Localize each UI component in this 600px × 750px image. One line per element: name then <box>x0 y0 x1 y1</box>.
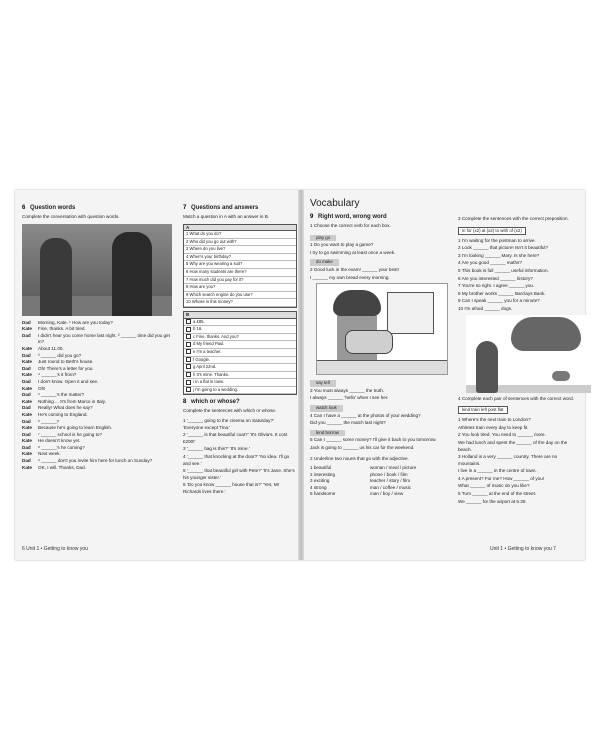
box-b-label: B <box>184 312 296 319</box>
answers-box <box>183 311 297 395</box>
dialogue-row <box>22 333 177 346</box>
question-item: 4 When's your birthday? <box>184 254 296 262</box>
cartoon-woman-with-cake <box>316 283 448 375</box>
list-item: 1 Do you want to play a game? <box>310 242 374 248</box>
adjective: 3 exciting <box>310 478 330 484</box>
answer-checkbox[interactable] <box>186 357 191 362</box>
answer-checkbox[interactable] <box>186 380 191 385</box>
sentence-item: What ______ of music do you like? <box>458 483 530 489</box>
word-pair: say tell <box>310 380 336 387</box>
sentence-item: We had lunch and spent the ______ of the day on the beach. <box>458 439 568 452</box>
dialogue-row <box>22 379 177 386</box>
exercise-number: 9 <box>310 214 314 220</box>
dialogue-row <box>22 458 177 465</box>
answer-item <box>184 334 296 342</box>
sentence-item: I live in a ______ in the centre of town. <box>458 468 537 474</box>
sentence-item: 5 This book is full ______ useful information. <box>458 267 549 273</box>
speaker-name: Dad <box>22 392 31 398</box>
exercise-8-title <box>183 398 295 406</box>
answer-text: f Google. <box>193 356 210 362</box>
dialogue-line: ⁷ ______ school is he going to? <box>38 431 102 437</box>
sentence-item: 1 '______ going to the cinema on Saturday?' 'Everyone except Tina.' <box>183 418 274 430</box>
dialogue-line: He doesn't know yet. <box>38 438 81 444</box>
sentence-item: 10 I'm afraid ______ dogs. <box>458 305 513 311</box>
speaker-name: Kate <box>22 372 32 378</box>
dialogue-row <box>22 425 177 432</box>
question-item: 1 What do you do? <box>184 231 296 239</box>
speaker-name: Kate <box>22 398 32 404</box>
question-item: 6 How many students are there? <box>184 269 296 277</box>
answer-item <box>184 379 296 387</box>
sentence-item: 1 I'm waiting for the postman to arrive. <box>458 237 536 243</box>
speaker-name: Kate <box>22 345 32 351</box>
exercise-4-instruction: 4 Complete each pair of sentences with the correct word. <box>458 395 574 401</box>
question-item: 5 Why are you wearing a suit? <box>184 261 296 269</box>
speaker-name: Dad <box>22 444 31 450</box>
answer-item <box>184 349 296 357</box>
sentence-item: 1 Where's the next train to London? <box>458 417 531 423</box>
speaker-name: Dad <box>22 431 31 437</box>
speaker-name: Kate <box>22 464 32 470</box>
right-page-footer: Unit 1 • Getting to know you 7 <box>490 546 556 552</box>
sentence-item: 6 Are you interested ______ history? <box>458 275 533 281</box>
list-item: 3 You must always ______ the truth. <box>310 387 385 393</box>
dialogue-line: Really! What does he say? <box>38 405 93 411</box>
dialogue-line: ⁸ ______'s he coming? <box>38 444 85 450</box>
list-item: Jack is going to ______ us his car for the weekend. <box>310 444 415 450</box>
dialogue-line: I didn't hear you come home last night. ² ______ time did you get in? <box>38 332 170 345</box>
answer-item <box>184 387 296 395</box>
list-item: 4 Can I have a ______ at the photos of your wedding? <box>310 412 421 418</box>
dialogue-row <box>22 320 177 327</box>
dialogue-line: Because he's going to learn English. <box>38 425 113 431</box>
exercise-8-items <box>183 418 295 496</box>
exercise-6 <box>22 204 177 471</box>
answer-list <box>184 319 296 395</box>
speaker-name: Dad <box>22 418 31 424</box>
sentence-item: 4 '______ that knocking at the door?' 'No idea. I'll go and see.' <box>183 454 290 466</box>
adjective: 2 interesting <box>310 471 336 477</box>
answer-item <box>184 364 296 372</box>
speaker-name: Kate <box>22 385 32 391</box>
questions-box <box>183 224 297 308</box>
dialogue-line: He's coming to England. <box>38 411 88 417</box>
dialogue-line: ⁶ ______? <box>38 418 60 424</box>
noun-options: man / boy / view <box>370 491 404 497</box>
exercise-6-instruction: Complete the conversation with question words. <box>22 214 120 219</box>
speaker-name: Dad <box>22 365 31 371</box>
exercise-number: 6 <box>22 205 26 211</box>
exercise-8-instruction: Complete the sentences with which or whose. <box>183 408 277 414</box>
dialogue-line: ⁴ ______'s it from? <box>38 372 77 378</box>
speaker-name: Dad <box>22 319 31 325</box>
word-pair: do make <box>310 259 339 266</box>
answer-text: g April 22nd. <box>193 364 217 370</box>
answer-text: a £85. <box>193 318 205 324</box>
question-item: 7 How much did you pay for it? <box>184 277 296 285</box>
exercise-title-text: Right word, wrong word <box>318 214 387 220</box>
answer-checkbox[interactable] <box>186 342 191 347</box>
question-item: 2 Who did you go out with? <box>184 239 296 247</box>
list-item: I try to go swimming at least once a week. <box>310 249 396 255</box>
adjective-row <box>310 478 450 485</box>
exercise-title-text: Question words <box>30 205 76 211</box>
dialogue-row <box>22 346 177 353</box>
answer-text: c Fine, thanks. And you? <box>193 333 239 339</box>
word-pair: watch look <box>310 405 343 412</box>
exercise-7-instruction: Match a question in A with an answer in B. <box>183 214 270 219</box>
exercise-3-instruction: 3 Complete the sentences with the correct preposition. <box>458 216 569 221</box>
noun-options: man / coffee / music <box>370 484 412 490</box>
answer-item <box>184 357 296 365</box>
sentence-item: 5 Turn ______ at the end of the street. <box>458 491 537 497</box>
list-item: I ______ my own bread every morning. <box>310 274 390 280</box>
photo-girl <box>40 238 72 316</box>
sentence-item: 5 '______ that beautiful girl with Pete?' 'It's Jane. She's his younger sister.' <box>183 468 295 480</box>
speaker-name: Dad <box>22 352 31 358</box>
dialogue-row <box>22 419 177 426</box>
dialogue-row <box>22 438 177 445</box>
left-page-footer: 6 Unit 1 • Getting to know you <box>22 546 88 552</box>
answer-text: j I'm going to a wedding. <box>193 386 239 392</box>
sentence-item: 2 You look tired. You need to ______ more. <box>458 432 546 438</box>
cartoon-cake <box>345 330 393 354</box>
sentence-item: 2 '______ is that beautiful coat?' 'It's Olivia's. It cost £200!' <box>183 432 288 444</box>
dialogue <box>22 320 177 472</box>
adjective-row <box>310 485 450 492</box>
dialogue-row <box>22 392 177 399</box>
dialogue-line: Oh! There's a letter for you. <box>38 365 94 371</box>
exercise-4-items <box>458 417 580 505</box>
speaker-name: Kate <box>22 425 32 431</box>
prepositions-section <box>458 216 580 506</box>
dialogue-row <box>22 326 177 333</box>
exercise-3-items <box>458 238 580 313</box>
list-item: Did you ______ the match last night? <box>310 420 386 426</box>
sentence-item: 7 You're so right. I agree ______ you. <box>458 283 535 289</box>
noun-options: teacher / story / film <box>370 478 411 484</box>
sentence-item: We ______ for the airport at 6.30. <box>458 498 527 504</box>
sentence-item: 8 My brother works ______ Barclays Bank. <box>458 290 546 296</box>
question-item: 8 How are you? <box>184 284 296 292</box>
exercise-9-title <box>310 213 450 221</box>
exercise-9-instruction: 1 Choose the correct verb for each box. <box>310 223 391 228</box>
adjective: 4 strong <box>310 484 327 490</box>
dialogue-line: Morning, Kate. ¹ How are you today? <box>38 319 113 325</box>
cartoon-table <box>317 360 447 375</box>
list-item: 5 Can I ______ some money? I'll give it back to you tomorrow. <box>310 437 437 443</box>
answer-checkbox[interactable] <box>186 327 191 332</box>
exercise-2-instruction: 2 Underline two nouns that go with the adjective. <box>310 455 409 461</box>
dialogue-line: OK, I will. Thanks, Dad. <box>38 464 86 470</box>
answer-text: e I'm a teacher. <box>193 348 222 354</box>
answer-item <box>184 319 296 327</box>
dialogue-line: About 11.00. <box>38 345 64 351</box>
dialogue-line: ⁵ ______'s the matter? <box>38 392 85 398</box>
sentence-item: 4 A present? For me? How ______ of you! <box>458 475 545 481</box>
cartoon-storm-scene <box>466 315 591 393</box>
vocabulary-heading: Vocabulary <box>310 198 360 209</box>
dialogue-line: Nothing ... It's from Marco in Italy. <box>38 398 106 404</box>
list-item: 2 Good luck in the exam! ______ your best! <box>310 266 399 272</box>
answer-checkbox[interactable] <box>186 364 191 369</box>
answer-item <box>184 372 296 380</box>
answer-text: i In a flat in town. <box>193 379 225 385</box>
dialogue-line: Just round to Beth's house. <box>38 359 94 365</box>
dialogue-row <box>22 445 177 452</box>
book-gutter <box>298 190 304 560</box>
dialogue-row <box>22 399 177 406</box>
dialogue-row <box>22 386 177 393</box>
sentence-item: 6 'Do you know ______ house that is?' 'Yes, Mr Richards lives there.' <box>183 482 280 494</box>
dialogue-line: I don't know. Open it and see. <box>38 378 99 384</box>
kitchen-photo <box>22 224 172 316</box>
sentence-item: 3 '______ bag is this?' 'It's mine.' <box>183 446 250 452</box>
answer-checkbox[interactable] <box>186 387 191 392</box>
speaker-name: Dad <box>22 378 31 384</box>
speaker-name: Kate <box>22 359 32 365</box>
answer-item <box>184 326 296 334</box>
exercise-7 <box>183 204 295 497</box>
exercise-7-title <box>183 204 295 212</box>
sentence-item: 2 Look ______ that picture! Isn't it beautiful? <box>458 245 549 251</box>
word-box: kind train left post flat <box>458 406 508 414</box>
dialogue-line: ⁹ ______ don't you invite him here for lunch on Sunday? <box>38 458 153 464</box>
cartoon-window <box>387 292 434 334</box>
speaker-name: Kate <box>22 438 32 444</box>
answer-checkbox[interactable] <box>186 319 191 324</box>
speaker-name: Kate <box>22 451 32 457</box>
exercise-number: 8 <box>183 399 187 406</box>
exercise-number: 7 <box>183 205 187 211</box>
speaker-name: Dad <box>22 458 31 464</box>
cartoon-dog <box>552 371 570 381</box>
answer-checkbox[interactable] <box>186 372 191 377</box>
box-a-label: A <box>184 225 296 232</box>
noun-options: phone / book / film <box>370 471 408 477</box>
cartoon-figure <box>476 341 498 393</box>
sentence-item: 3 Holland is a very ______ country. There are no mountains. <box>458 454 558 466</box>
dialogue-row <box>22 412 177 419</box>
photo-man <box>112 232 152 316</box>
preposition-box: in for (x2) at (x2) to with of (x2) <box>458 227 526 235</box>
adjective-noun-list <box>310 465 450 498</box>
dialogue-line: ³ ______ did you go? <box>38 352 82 358</box>
question-item: 9 Which search engine do you use? <box>184 292 296 300</box>
answer-text: b 16. <box>193 326 203 332</box>
dialogue-row <box>22 353 177 360</box>
word-pair: lend borrow <box>310 430 345 437</box>
dialogue-line: Fine, thanks. A bit tired. <box>38 326 86 332</box>
answer-item <box>184 341 296 349</box>
dialogue-line: Oh! <box>38 385 46 391</box>
adjective-row <box>310 465 450 472</box>
sentence-item: 9 Can I speak ______ you for a minute? <box>458 298 540 304</box>
sentence-item: 3 I'm looking ______ Mary. Is she here? <box>458 252 540 258</box>
exercise-title-text: which or whose? <box>191 399 240 406</box>
question-list <box>184 231 296 307</box>
sentence-item: 4 Are you good ______ maths? <box>458 260 522 266</box>
answer-checkbox[interactable] <box>186 334 191 339</box>
adjective-row <box>310 491 450 498</box>
dialogue-row <box>22 451 177 458</box>
dialogue-row <box>22 405 177 412</box>
answer-text: d My friend Paul. <box>193 341 225 347</box>
adjective: 5 handsome <box>310 491 336 497</box>
exercise-6-title <box>22 204 177 212</box>
dialogue-row <box>22 372 177 379</box>
speaker-name: Dad <box>22 332 31 338</box>
question-item: 3 Where do you live? <box>184 246 296 254</box>
question-item: 10 Whose is this money? <box>184 299 296 307</box>
dialogue-row <box>22 366 177 373</box>
sentence-item: Athletes train every day to keep fit. <box>458 424 529 430</box>
speaker-name: Kate <box>22 326 32 332</box>
dialogue-line: Next week. <box>38 451 61 457</box>
exercise-title-text: Questions and answers <box>191 205 259 211</box>
word-pair: play go <box>310 235 336 242</box>
dialogue-row <box>22 359 177 366</box>
dialogue-row <box>22 432 177 439</box>
speaker-name: Kate <box>22 411 32 417</box>
list-item: I always ______ 'hello' when I see her. <box>310 395 389 401</box>
adjective-row <box>310 472 450 479</box>
dialogue-row <box>22 465 177 472</box>
speaker-name: Dad <box>22 405 31 411</box>
vocabulary-section <box>310 198 450 498</box>
answer-text: h It's mine. Thanks. <box>193 371 230 377</box>
answer-checkbox[interactable] <box>186 349 191 354</box>
cartoon-hair <box>333 290 381 316</box>
noun-options: woman / meal / picture <box>370 465 417 471</box>
cartoon-cloud <box>511 317 581 351</box>
adjective: 1 beautiful <box>310 465 332 471</box>
